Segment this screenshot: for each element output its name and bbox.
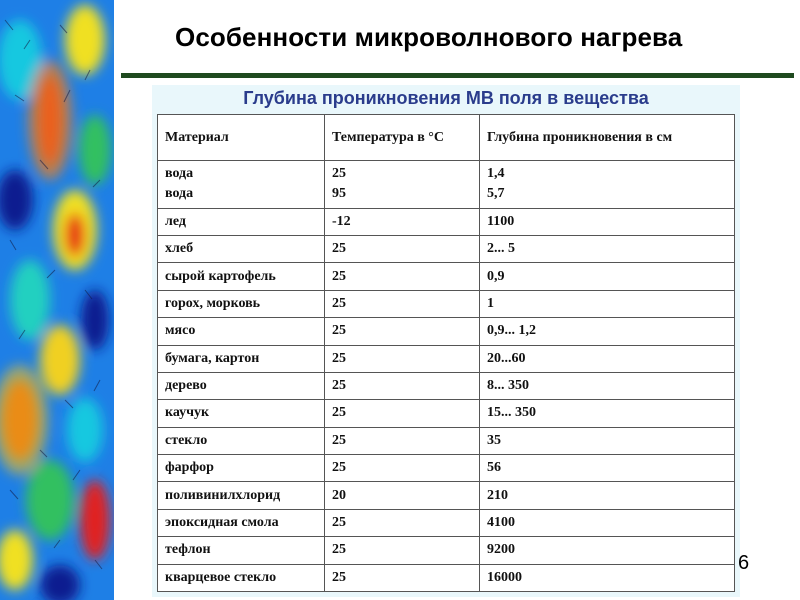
table-row — [158, 537, 735, 564]
cell-temperature — [325, 427, 480, 454]
cell-temperature-text: 25 — [332, 166, 346, 182]
cell-depth-text: 0,9 — [487, 268, 505, 284]
cell-temperature — [325, 537, 480, 564]
cell-material — [158, 427, 325, 454]
cell-temperature-text: 25 — [332, 241, 346, 257]
cell-material-text: кварцевое стекло — [165, 569, 277, 585]
cell-depth-text: 9200 — [487, 542, 515, 558]
table-body — [158, 161, 735, 592]
cell-depth — [480, 427, 735, 454]
cell-temperature-text: 25 — [332, 350, 346, 366]
cell-material-text: тефлон — [165, 542, 211, 558]
table-row — [158, 236, 735, 263]
cell-temperature-text: -12 — [332, 213, 351, 229]
page-number: 6 — [738, 552, 750, 574]
cell-temperature — [325, 509, 480, 536]
slide-title: Особенности микроволнового нагрева — [175, 22, 683, 52]
table-row — [158, 427, 735, 454]
cell-material-text: хлеб — [165, 241, 194, 257]
table-row — [158, 372, 735, 399]
cell-material-text: горох, морковь — [165, 295, 261, 311]
heatmap-image — [0, 0, 114, 600]
cell-material-text: поливинилхлорид — [165, 487, 281, 503]
cell-temperature-text: 25 — [332, 295, 346, 311]
table-row — [158, 400, 735, 427]
cell-depth — [480, 509, 735, 536]
cell-material-text: стекло — [165, 432, 208, 448]
header-temperature: Температура в °С — [325, 115, 480, 161]
cell-depth — [480, 263, 735, 290]
cell-material — [158, 455, 325, 482]
cell-material — [158, 208, 325, 235]
table-panel — [152, 85, 740, 597]
cell-temperature — [325, 208, 480, 235]
table-row — [158, 318, 735, 345]
cell-temperature — [325, 161, 480, 209]
table-row — [158, 455, 735, 482]
cell-depth-text: 56 — [487, 460, 501, 476]
title-divider — [121, 73, 794, 78]
table-row — [158, 208, 735, 235]
cell-temperature-text: 25 — [332, 405, 346, 421]
cell-material-text: сырой картофель — [165, 268, 276, 284]
cell-temperature-text: 25 — [332, 460, 346, 476]
cell-material — [158, 537, 325, 564]
cell-material-text: фарфор — [165, 460, 214, 476]
cell-temperature — [325, 400, 480, 427]
cell-material — [158, 161, 325, 209]
table-row — [158, 509, 735, 536]
cell-material-text: лед — [165, 213, 186, 229]
cell-material — [158, 263, 325, 290]
table-row — [158, 482, 735, 509]
cell-material — [158, 290, 325, 317]
cell-depth-text: 4100 — [487, 514, 515, 530]
cell-depth — [480, 236, 735, 263]
table-row — [158, 161, 735, 209]
cell-temperature-text: 95 — [332, 186, 346, 202]
cell-material-text: вода — [165, 166, 194, 182]
cell-depth — [480, 208, 735, 235]
cell-temperature — [325, 564, 480, 591]
cell-depth — [480, 537, 735, 564]
cell-temperature-text: 25 — [332, 323, 346, 339]
table-row — [158, 564, 735, 591]
cell-depth-text: 15... 350 — [487, 405, 536, 421]
cell-temperature — [325, 236, 480, 263]
cell-temperature — [325, 455, 480, 482]
header-material: Материал — [158, 115, 325, 161]
cell-depth — [480, 482, 735, 509]
cell-depth-text: 16000 — [487, 569, 522, 585]
cell-temperature-text: 25 — [332, 432, 346, 448]
cell-material-text: бумага, картон — [165, 350, 260, 366]
penetration-depth-table — [157, 114, 735, 592]
cell-depth-text: 1,4 — [487, 166, 505, 182]
cell-depth-text: 210 — [487, 487, 508, 503]
cell-depth — [480, 161, 735, 209]
cell-material-text: дерево — [165, 378, 207, 394]
cell-material — [158, 372, 325, 399]
cell-temperature — [325, 290, 480, 317]
cell-material-text: каучук — [165, 405, 210, 421]
cell-depth — [480, 455, 735, 482]
cell-temperature — [325, 263, 480, 290]
cell-material — [158, 564, 325, 591]
cell-temperature-text: 25 — [332, 542, 346, 558]
cell-material-text: мясо — [165, 323, 196, 339]
table-caption: Глубина проникновения МВ поля в вещества — [243, 88, 649, 108]
decorative-heatmap-strip — [0, 0, 114, 600]
cell-temperature-text: 25 — [332, 514, 346, 530]
cell-material — [158, 482, 325, 509]
cell-depth — [480, 318, 735, 345]
cell-depth — [480, 290, 735, 317]
cell-temperature-text: 20 — [332, 487, 346, 503]
cell-depth-text: 2... 5 — [487, 241, 515, 257]
cell-temperature — [325, 345, 480, 372]
cell-depth — [480, 372, 735, 399]
table-row — [158, 263, 735, 290]
cell-temperature — [325, 482, 480, 509]
cell-material — [158, 400, 325, 427]
cell-temperature-text: 25 — [332, 378, 346, 394]
cell-temperature — [325, 372, 480, 399]
cell-material-text: вода — [165, 186, 194, 202]
cell-temperature-text: 25 — [332, 569, 346, 585]
cell-depth — [480, 400, 735, 427]
cell-depth-text: 0,9... 1,2 — [487, 323, 536, 339]
cell-material — [158, 345, 325, 372]
cell-material-text: эпоксидная смола — [165, 514, 279, 530]
table-row — [158, 290, 735, 317]
cell-depth-text: 1 — [487, 295, 494, 311]
cell-depth-text: 35 — [487, 432, 501, 448]
cell-temperature-text: 25 — [332, 268, 346, 284]
cell-material — [158, 318, 325, 345]
cell-depth-text: 5,7 — [487, 186, 505, 202]
cell-material — [158, 509, 325, 536]
cell-material — [158, 236, 325, 263]
cell-depth — [480, 564, 735, 591]
header-depth: Глубина проникновения в см — [480, 115, 735, 161]
cell-depth-text: 8... 350 — [487, 378, 529, 394]
table-header-row — [158, 115, 735, 161]
cell-temperature — [325, 318, 480, 345]
cell-depth — [480, 345, 735, 372]
table-row — [158, 345, 735, 372]
cell-depth-text: 20...60 — [487, 350, 526, 366]
cell-depth-text: 1100 — [487, 213, 515, 229]
